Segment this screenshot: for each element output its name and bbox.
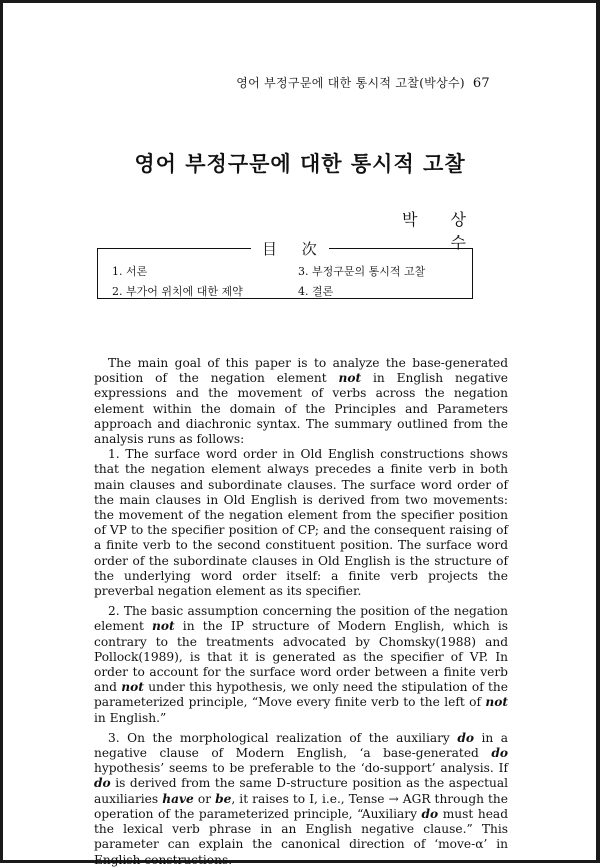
table-of-contents [97, 240, 473, 299]
toc-heading: 目 次 [262, 240, 327, 258]
abstract-paragraph-intro: The main goal of this paper is to analyze the base-generated position of the negation element not in English negative expressions and the movement of verbs across the negation element within the domain of the Principles and Parameters approach and diachronic syntax. The summary outlined from the analysis runs as follows: [94, 356, 508, 447]
scan-border-right [596, 0, 600, 863]
abstract-paragraph-1: 1. The surface word order in Old English constructions shows that the negation element always precedes a finite verb in both main clauses and subordinate clauses. The surface word order of the main clauses in Old English is derived from two movements: the movement of the negation element from the specifier position of VP to the specifier position of CP; and the consequent raising of a finite verb to the second constituent position. The surface word order of the subordinate clauses in Old English is the structure of the underlying word order itself: a finite verb projects the preverbal negation element as its specifier. [94, 447, 508, 599]
abstract-paragraph-3: 3. On the morphological realization of the auxiliary do in a negative clause of Modern English, ‘a base-generated do hypothesis’ seems to be preferable to the ‘do-support’ analysis. If do is derived from the same D-structure position as the aspectual auxiliaries have or be, it raises to I, i.e., Tense → AGR through the operation of the parameterized principle, “Auxiliary do must head the lexical verb phrase in an English negative clause.” This parameter can explain the canonical direction of ‘move-α’ in English constructions. [94, 730, 509, 867]
toc-item-1: 1. 서론 [112, 265, 148, 278]
scan-border-left [0, 0, 3, 863]
running-head [220, 74, 490, 91]
page-number: 67 [472, 76, 490, 91]
scan-border-top [0, 0, 600, 3]
toc-item-3: 3. 부정구문의 통시적 고찰 [298, 265, 426, 278]
toc-item-4: 4. 결론 [298, 285, 334, 298]
paper-title: 영어 부정구문에 대한 통시적 고찰 [134, 151, 466, 176]
toc-item-2: 2. 부가어 위치에 대한 제약 [112, 285, 243, 298]
toc-rule-left [97, 248, 251, 249]
emphasis-not: not [338, 371, 362, 386]
abstract-body [94, 356, 508, 868]
running-head-title: 영어 부정구문에 대한 통시적 고찰(박상수) [236, 76, 465, 90]
author-name: 박 상 수 [402, 210, 480, 252]
abstract-paragraph-2: 2. The basic assumption concerning the position of the negation element not in the IP structure of Modern English, which is contrary to the treatments advocated by Chomsky(1988) and Pollock(1989), is that it is generated as the specifier of VP. In order to account for the surface word order between a finite verb and not under this hypothesis, we only need the stipulation of the parameterized principle, “Move every finite verb to the left of not in English.” [94, 604, 508, 725]
toc-rule-right [313, 248, 473, 249]
